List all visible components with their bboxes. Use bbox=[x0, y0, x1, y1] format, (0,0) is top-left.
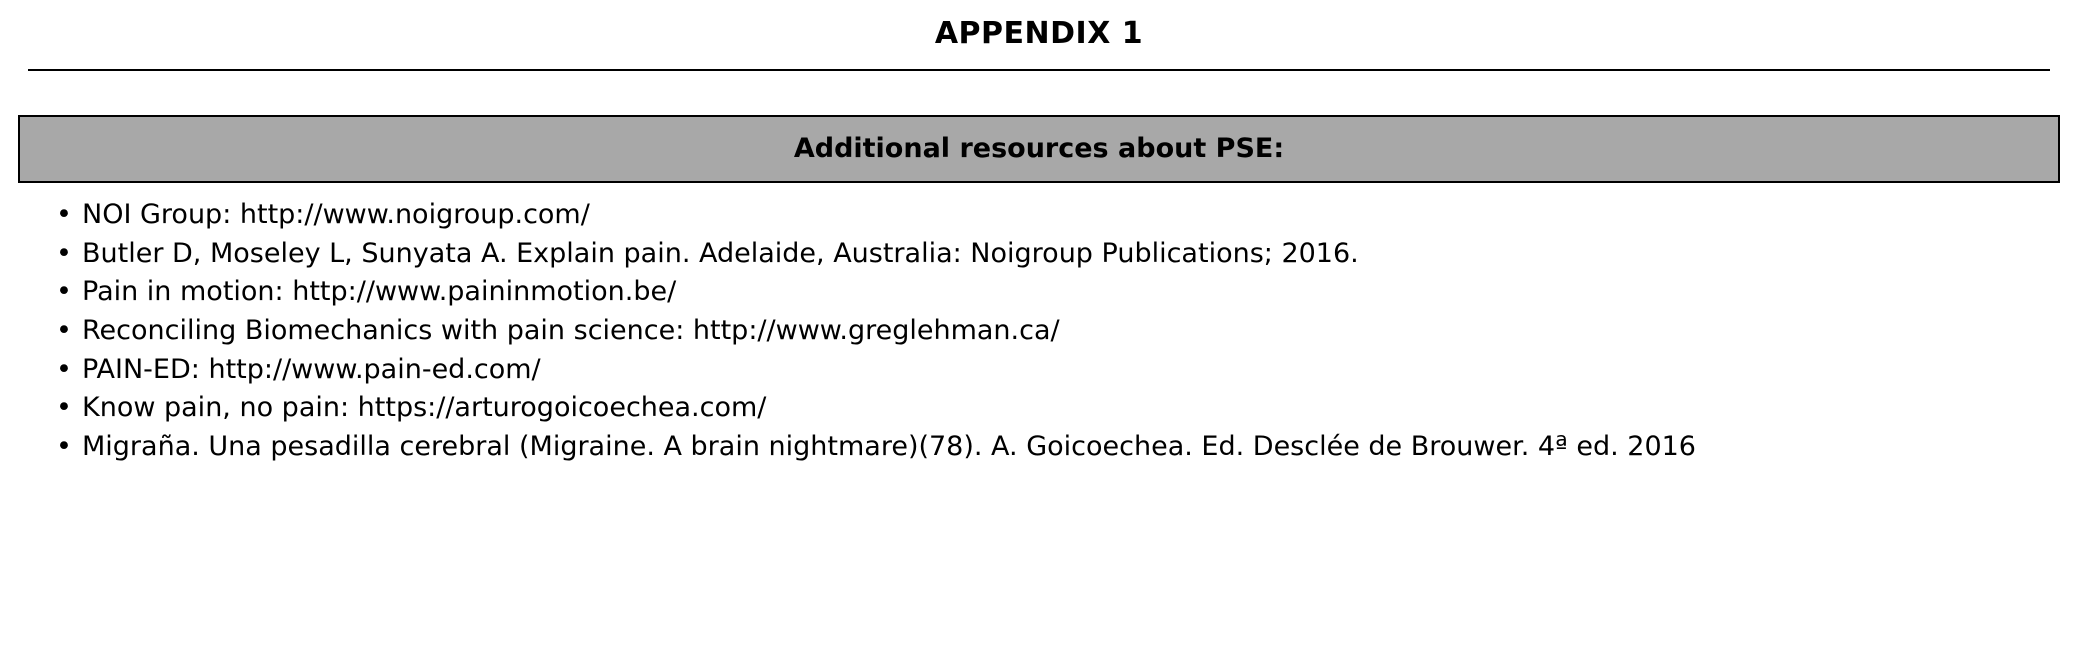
list-item bbox=[18, 390, 2060, 426]
list-item bbox=[18, 236, 2060, 272]
list-item-text: Migraña. Una pesadilla cerebral (Migraine. A brain nightmare)(78). A. Goicoechea. Ed. Desclée de Brouwer. 4ª ed. 2016 bbox=[82, 430, 1696, 462]
list-item-text: Know pain, no pain: https://arturogoicoechea.com/ bbox=[82, 392, 767, 424]
list-item-text: Pain in motion: http://www.paininmotion.be/ bbox=[82, 276, 677, 308]
bullet-icon: • bbox=[56, 199, 72, 230]
list-item-text: PAIN-ED: http://www.pain-ed.com/ bbox=[82, 353, 541, 385]
list-item bbox=[18, 313, 2060, 349]
list-item bbox=[18, 274, 2060, 310]
page-title: APPENDIX 1 bbox=[934, 16, 1144, 51]
list-item-text: Butler D, Moseley L, Sunyata A. Explain pain. Adelaide, Australia: Noigroup Publications; 2016. bbox=[82, 237, 1359, 269]
bullet-icon: • bbox=[56, 353, 72, 385]
bullet-icon: • bbox=[56, 430, 72, 462]
bullet-icon: • bbox=[56, 237, 72, 269]
list-item bbox=[18, 197, 2060, 233]
bullet-icon: • bbox=[56, 392, 72, 424]
list-item-text: Reconciling Biomechanics with pain science: http://www.greglehman.ca/ bbox=[82, 314, 1060, 346]
table-header: Additional resources about PSE: bbox=[18, 115, 2060, 183]
title-divider bbox=[28, 69, 2050, 71]
list-item bbox=[18, 429, 2060, 465]
bullet-icon: • bbox=[56, 276, 72, 308]
list-item bbox=[18, 352, 2060, 388]
bullet-icon: • bbox=[56, 314, 72, 346]
resources-list bbox=[18, 183, 2060, 464]
resources-table bbox=[18, 115, 2060, 464]
list-item-text: NOI Group: http://www.noigroup.com/ bbox=[82, 199, 590, 230]
